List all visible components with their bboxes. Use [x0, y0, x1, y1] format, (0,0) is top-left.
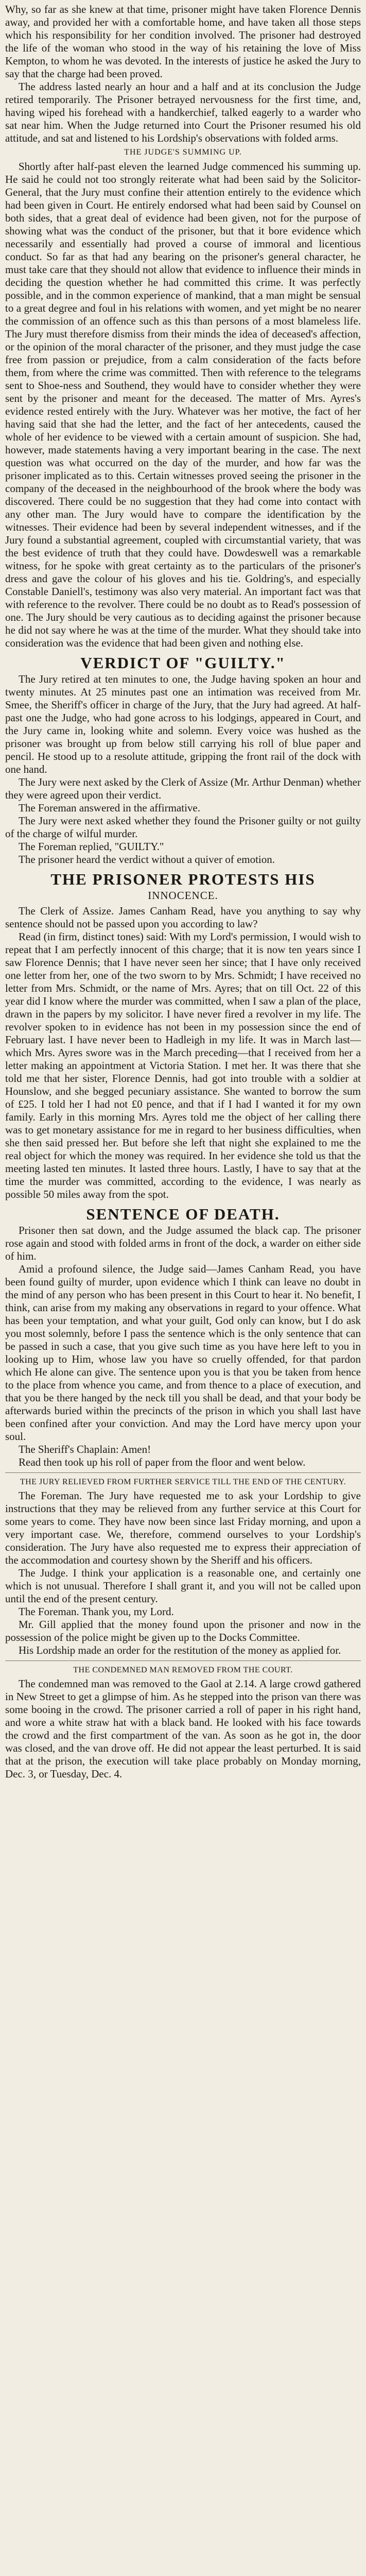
article-paragraph: The address lasted nearly an hour and a half and at its conclusion the Judge retired temporarily. The Prisoner betrayed nervousness for the first time, and, having wiped his forehead with a handkerchief, talked eagerly to a warder who sat near him. When the Judge returned into Court the Prisoner resumed his old attitude, and sat and listened to his Lordship's observations with folded arms.: [5, 80, 361, 144]
article-paragraph: The Foreman. The Jury have requested me to ask your Lordship to give instructions that they may be relieved from any further service at this Court for some years to come. They have now been since last Friday morning, and upon a very important case. We, therefore, commend ourselves to your Lordship's consideration. The Jury have also requested me to express their appreciation of the accommodation and courtesy shown by the Sheriff and his officers.: [5, 1489, 361, 1566]
section-headline: VERDICT OF "GUILTY.": [80, 654, 286, 672]
section-caps-heading: THE JURY RELIEVED FROM FURTHER SERVICE TILL THE END OF THE CENTURY.: [20, 1478, 346, 1486]
article-paragraph: The Clerk of Assize. James Canham Read, have you anything to say why sentence should not be passed upon you according to law?: [5, 905, 361, 930]
article-paragraph: Mr. Gill applied that the money found upon the prisoner and now in the possession of the police might be given up to the Docks Committee.: [5, 1618, 361, 1643]
article-paragraph: The Sheriff's Chaplain: Amen!: [19, 1443, 151, 1455]
section-headline: SENTENCE OF DEATH.: [86, 1205, 280, 1223]
article-paragraph: The Jury were next asked by the Clerk of Assize (Mr. Arthur Denman) whether they were agreed upon their verdict.: [5, 776, 361, 801]
article-paragraph: The Jury were next asked whether they found the Prisoner guilty or not guilty of the charge of wilful murder.: [5, 815, 361, 840]
section-caps-heading: THE CONDEMNED MAN REMOVED FROM THE COURT.: [73, 1666, 293, 1674]
article-paragraph: His Lordship made an order for the restitution of the money as applied for.: [19, 1644, 341, 1656]
section-divider: [5, 1660, 361, 1661]
article-paragraph: The Jury retired at ten minutes to one, the Judge having spoken an hour and twenty minutes. At 25 minutes past one an intimation was received from Mr. Smee, the Sheriff's officer in charge of the Jury, that the Jury had agreed. At half-past one the Judge, who had gone across to his lodgings, appeared in Court, and the Jury came in, looking white and solemn. Every voice was hushed as the prisoner was brought up from below still carrying his roll of blue paper and pencil. He stood up to a resolute attitude, gripping the front rail of the dock with one hand.: [5, 673, 361, 775]
article-paragraph: Prisoner then sat down, and the Judge assumed the black cap. The prisoner rose again and stood with folded arms in front of the dock, a warder on either side of him.: [5, 1224, 361, 1262]
article-paragraph: The Foreman answered in the affirmative.: [19, 802, 200, 814]
article-paragraph: Why, so far as she knew at that time, prisoner might have taken Florence Dennis away, and provided her with a comfortable home, and have taken all those steps which his responsibility for her condition involved. The prisoner had destroyed the life of the woman who stood in the way of his retaining the love of Miss Kempton, to whom he was devoted. In the interests of justice he asked the Jury to say that the charge had been proved.: [5, 3, 361, 80]
section-headline-continued: INNOCENCE.: [148, 889, 218, 902]
article-paragraph: The Judge. I think your application is a reasonable one, and certainly one which is not unusual. Therefore I shall grant it, and you will not be called upon until the end of the present century.: [5, 1567, 361, 1605]
article-paragraph: The Foreman replied, "GUILTY.": [19, 840, 164, 853]
section-headline: THE PRISONER PROTESTS HIS: [50, 870, 316, 888]
article-paragraph: The condemned man was removed to the Gaol at 2.14. A large crowd gathered in New Street to get a glimpse of him. As he stepped into the prison van there was some booing in the crowd. The prisoner carried a roll of paper in his right hand, and wore a white straw hat with a black band. He looked with his face towards the crowd and the first compartment of the van. As soon as he got in, the door was closed, and the van drove off. He did not appear the least perturbed. It is said that at the prison, the execution will take place probably on Monday morning, Dec. 3, or Tuesday, Dec. 4.: [5, 1677, 361, 1780]
article-paragraph: Shortly after half-past eleven the learned Judge commenced his summing up. He said he could not too strongly reiterate what had been said by the Solicitor-General, that the Jury must confine their attention entirely to the evidence which had been given in Court. He entirely endorsed what had been said by Counsel on both sides, that a great deal of evidence had been given, not for the purpose of showing what was the conduct of the prisoner, but that it bore evidence which necessarily and essentially had proved a course of immoral and licentious conduct. So far as that had any bearing on the prisoner's general character, he must take care that they should not allow that evidence to influence their minds in deciding the question whether he had committed this crime. It was perfectly possible, and in the common experience of mankind, that a man might be sensual to a great degree and foul in his relations with women, and yet might be no nearer the commission of an offence such as this than persons of a most blameless life. The Jury must therefore dismiss from their minds the idea of deceased's affection, or the opinion of the moral character of the prisoner, and they must judge the case free from passion or prejudice, from a calm consideration of the facts before them, from where the crime was committed. Then with reference to the telegrams sent to Shoe-ness and Southend, they would have to consider whether they were sent by the prisoner and meant for the deceased. The matter of Mrs. Ayres's evidence rested entirely with the Jury. Whatever was her motive, the fact of her having said that she had the letter, and the fact of her antecedents, caused the whole of her evidence to be viewed with a certain amount of suspicion. She had, however, made statements having a very important bearing in the case. The next question was what occurred on the day of the murder, and how far was the prisoner implicated as to this. Certain witnesses proved seeing the prisoner in the company of the deceased in the neighbourhood of the brook where the body was discovered. There could be no suggestion that they had come into contact with any other man. The Jury would have to compare the identification by the witnesses. Their evidence had been by several independent witnesses, and if the Jury found a substantial agreement, coupled with circumstantial variety, that was the best evidence of truth that they could have. Dowdeswell was a remarkable witness, for he spoke with great certainty as to the particulars of the prisoner's dress and gave the colour of his gloves and his tie. Goldring's, and especially Constable Daniell's, testimony was also very material. An important fact was that with reference to the revolver. There could be no doubt as to Read's possession of one. The Jury should be very cautious as to deciding against the prisoner because he did not say where he was at the time of the murder. What they should take into consideration was the evidence that had been given and nothing else.: [5, 160, 361, 649]
section-divider: [5, 1472, 361, 1473]
section-subhead: THE JUDGE'S SUMMING UP.: [124, 148, 242, 157]
article-paragraph: The prisoner heard the verdict without a quiver of emotion.: [19, 853, 275, 866]
article-paragraph: Amid a profound silence, the Judge said—James Canham Read, you have been found guilty of murder, upon evidence which I think can leave no doubt in the mind of any person who has been present in this Court to hear it. No benefit, I think, can arise from my making any observations in regard to your offence. What has been your temptation, and what your guilt, God only can know, but I do ask you most solemnly, before I pass the sentence which is the only sentence that can be passed in such a case, that you give such time as you have here left to you in looking up to Him, whose law you have so cruelly offended, for that pardon which He alone can give. The sentence upon you is that you be taken from hence to the place from whence you came, and from thence to a place of execution, and that you be there hanged by the neck till you shall be dead, and that your body be afterwards buried within the precincts of the prison in which you shall last have been confined after your conviction. And may the Lord have mercy upon your soul.: [5, 1263, 361, 1443]
article-paragraph: The Foreman. Thank you, my Lord.: [19, 1605, 174, 1618]
article-paragraph: Read (in firm, distinct tones) said: With my Lord's permission, I would wish to repeat that I am perfectly innocent of this charge; that it is now ten years since I saw Florence Dennis; that I have never seen her since; that I have only received one letter from her, one of the two sworn to by Mrs. Schmidt; I have received no letter from Mrs. Schmidt, or the name of Mrs. Ayres; that on till Oct. 22 of this year did I know where the murder was committed, when I saw a plan of the place, drawn in the papers by my solicitor. I have never fired a revolver in my life. The revolver spoken to in evidence has not been in my possession since the end of February last. I have never been to Hadleigh in my life. It was in March last—which Mrs. Ayres swore was in the March preceding—that I received from her a letter making an appointment at Victoria Station. I met her. It was there that she told me that her sister, Florence Dennis, had got into trouble with a soldier at Hounslow, and she begged pecuniary assistance. She wanted to borrow the sum of £25. I told her I had not £0 pence, and that if I had I wanted it for my own family. Early in this morning Mrs. Ayres told me the object of her calling there was to get monetary assistance for me in regard to her business difficulties, when she then said pressed her. But before she left that night she explained to me the real object for which the money was required. In her evidence she told us that the meeting lasted ten minutes. It lasted three hours. Lastly, I have to say that at the time the murder was committed, according to the evidence, I was nearly as possible 50 miles away from the spot.: [5, 930, 361, 1200]
article-paragraph: Read then took up his roll of paper from the floor and went below.: [19, 1456, 306, 1468]
